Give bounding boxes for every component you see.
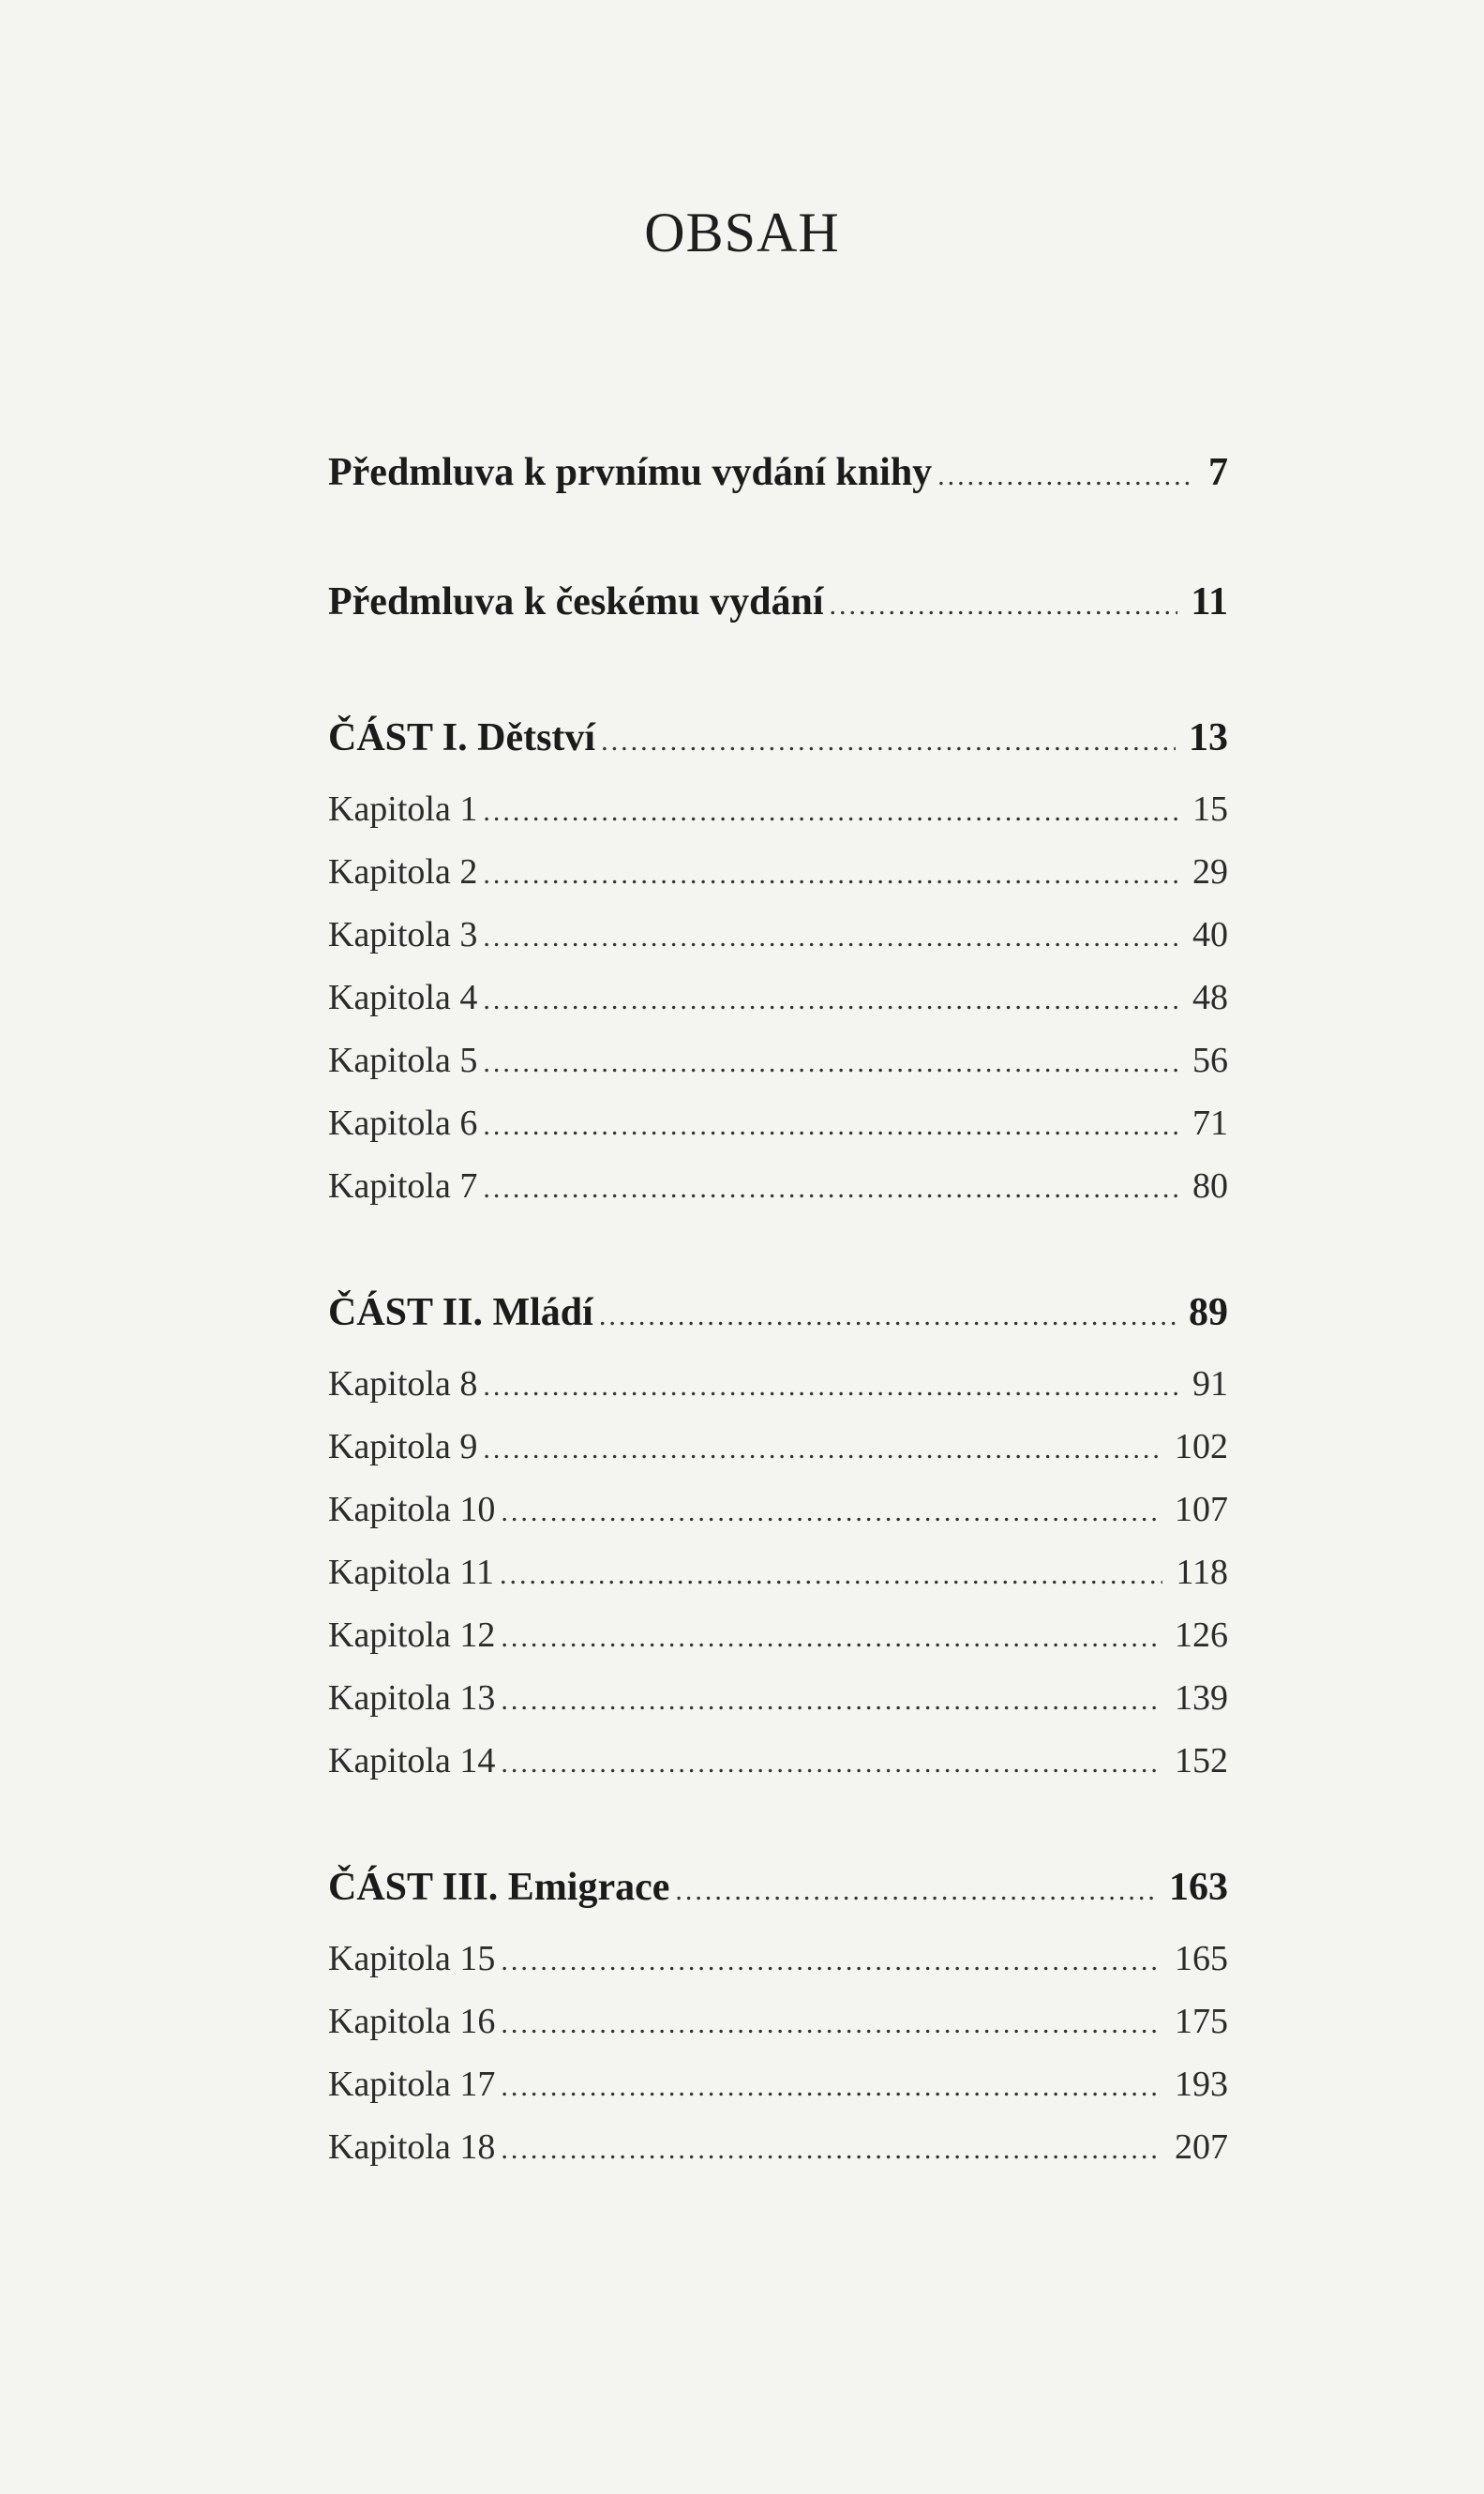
toc-entry-label: Předmluva k prvnímu vydání knihy xyxy=(328,451,933,494)
toc-entry-label: Kapitola 5 xyxy=(328,1041,478,1080)
toc-entry-label: Kapitola 3 xyxy=(328,915,478,954)
toc-chapter-entry xyxy=(328,1938,1228,1994)
toc-entry-page-number: 40 xyxy=(1192,915,1228,954)
toc-entry-page-number: 175 xyxy=(1175,2002,1228,2041)
toc-section-entry xyxy=(328,1290,1228,1346)
toc-entry-label: Kapitola 14 xyxy=(328,1741,496,1780)
dot-leader xyxy=(483,984,1179,1016)
toc-chapter-entry xyxy=(328,1426,1228,1482)
toc-section-entry xyxy=(328,450,1228,506)
toc-entry-label: Kapitola 1 xyxy=(328,789,478,829)
dot-leader xyxy=(483,796,1179,828)
toc-chapter-entry xyxy=(328,1103,1228,1159)
dot-leader xyxy=(675,1875,1156,1907)
toc-entry-page-number: 7 xyxy=(1208,451,1228,494)
toc-section-entry xyxy=(328,579,1228,636)
toc-entry-label: Kapitola 4 xyxy=(328,978,478,1017)
toc-entry-label: Kapitola 9 xyxy=(328,1427,478,1466)
dot-leader xyxy=(501,1496,1162,1528)
toc-entry-page-number: 163 xyxy=(1169,1866,1228,1909)
dot-leader xyxy=(483,1047,1179,1079)
toc-entry-label: Předmluva k českému vydání xyxy=(328,580,824,624)
toc-entry-page-number: 102 xyxy=(1175,1427,1228,1466)
toc-chapter-entry xyxy=(328,2064,1228,2120)
toc-entry-page-number: 165 xyxy=(1175,1939,1228,1978)
toc-chapter-entry xyxy=(328,1740,1228,1796)
toc-chapter-entry xyxy=(328,1363,1228,1420)
toc-chapter-entry xyxy=(328,914,1228,970)
toc-entry-label: Kapitola 8 xyxy=(328,1364,478,1404)
toc-chapter-entry xyxy=(328,977,1228,1033)
dot-leader xyxy=(483,922,1179,954)
toc-chapter-entry xyxy=(328,2126,1228,2183)
dot-leader xyxy=(483,1173,1179,1205)
toc-entry-label: Kapitola 10 xyxy=(328,1490,496,1529)
dot-leader xyxy=(483,859,1179,891)
toc-entry-label: Kapitola 6 xyxy=(328,1104,478,1143)
toc-chapter-entry xyxy=(328,1489,1228,1545)
toc-entry-page-number: 118 xyxy=(1176,1553,1228,1592)
dot-leader xyxy=(501,1946,1162,1977)
toc-entry-page-number: 126 xyxy=(1175,1615,1228,1655)
dot-leader xyxy=(501,2071,1162,2103)
dot-leader xyxy=(830,590,1178,622)
toc-chapter-entry xyxy=(328,1677,1228,1734)
toc-chapter-entry xyxy=(328,1615,1228,1671)
dot-leader xyxy=(483,1371,1179,1403)
dot-leader xyxy=(483,1434,1162,1465)
toc-entry-label: Kapitola 2 xyxy=(328,852,478,892)
toc-entry-label: Kapitola 18 xyxy=(328,2127,496,2167)
toc-chapter-entry xyxy=(328,2001,1228,2057)
dot-leader xyxy=(501,2008,1162,2040)
dot-leader xyxy=(501,2134,1162,2166)
toc-entry-page-number: 56 xyxy=(1192,1041,1228,1080)
toc-entry-page-number: 13 xyxy=(1189,716,1228,759)
dot-leader xyxy=(599,1300,1176,1332)
toc-entry-page-number: 89 xyxy=(1189,1291,1228,1334)
toc-entry-label: Kapitola 7 xyxy=(328,1166,478,1206)
toc-chapter-entry xyxy=(328,1552,1228,1608)
dot-leader xyxy=(500,1559,1162,1591)
toc-entry-page-number: 91 xyxy=(1192,1364,1228,1404)
toc-entry-label: Kapitola 13 xyxy=(328,1678,496,1718)
dot-leader xyxy=(601,726,1176,758)
toc-chapter-entry xyxy=(328,789,1228,845)
toc-chapter-entry xyxy=(328,1040,1228,1096)
toc-entry-label: Kapitola 15 xyxy=(328,1939,496,1978)
toc-entry-page-number: 193 xyxy=(1175,2065,1228,2104)
toc-entry-page-number: 152 xyxy=(1175,1741,1228,1780)
toc-entry-page-number: 139 xyxy=(1175,1678,1228,1718)
page-title: OBSAH xyxy=(644,202,840,263)
toc-entry-page-number: 71 xyxy=(1192,1104,1228,1143)
toc-chapter-entry xyxy=(328,851,1228,908)
toc-chapter-entry xyxy=(328,1165,1228,1222)
toc-section-entry xyxy=(328,1865,1228,1921)
dot-leader xyxy=(501,1748,1162,1780)
toc-entry-label: Kapitola 12 xyxy=(328,1615,496,1655)
toc-entry-page-number: 107 xyxy=(1175,1490,1228,1529)
toc-entry-label: Kapitola 11 xyxy=(328,1553,494,1592)
toc-entry-label: Kapitola 16 xyxy=(328,2002,496,2041)
toc-entry-label: ČÁST III. Emigrace xyxy=(328,1866,670,1909)
toc-entry-page-number: 15 xyxy=(1192,789,1228,829)
toc-entry-label: ČÁST I. Dětství xyxy=(328,716,596,759)
toc-section-entry xyxy=(328,715,1228,772)
toc-entry-page-number: 48 xyxy=(1192,978,1228,1017)
toc-entry-label: Kapitola 17 xyxy=(328,2065,496,2104)
dot-leader xyxy=(501,1685,1162,1717)
dot-leader xyxy=(483,1110,1179,1142)
toc-entry-page-number: 207 xyxy=(1175,2127,1228,2167)
toc-entry-label: ČÁST II. Mládí xyxy=(328,1291,593,1334)
toc-entry-page-number: 11 xyxy=(1191,580,1228,624)
dot-leader xyxy=(937,460,1195,492)
toc-entry-page-number: 29 xyxy=(1192,852,1228,892)
toc-entry-page-number: 80 xyxy=(1192,1166,1228,1206)
dot-leader xyxy=(501,1622,1162,1654)
